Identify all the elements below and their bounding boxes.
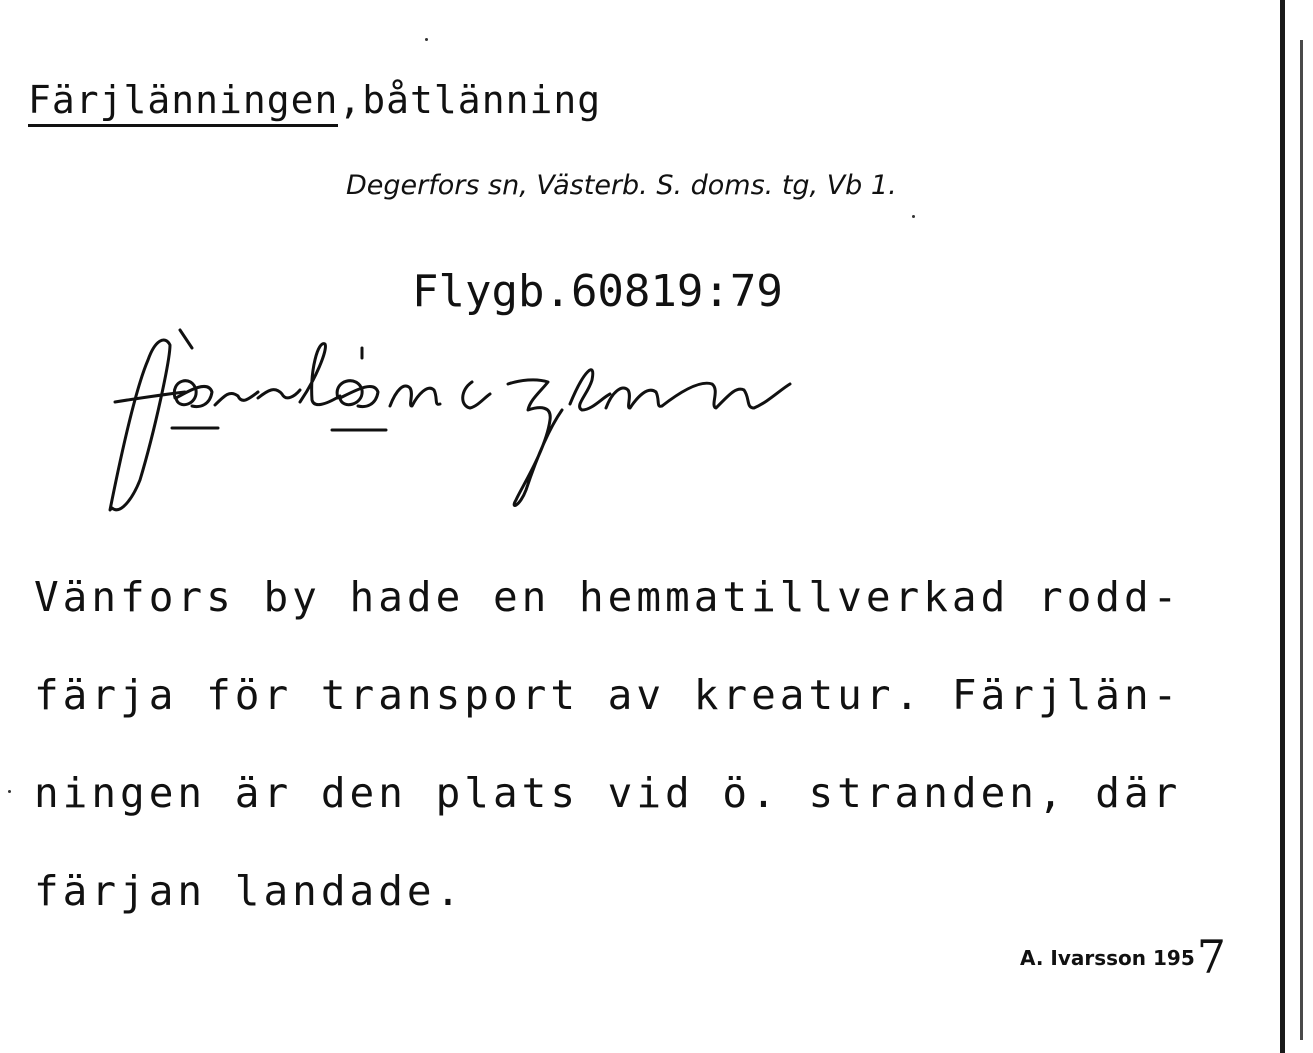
headword: Färjlänningen xyxy=(28,78,338,127)
body-line: färja för transport av kreatur. Färjlän- xyxy=(34,671,1182,719)
signature xyxy=(1020,922,1227,984)
source-reference: Flygb.60819:79 xyxy=(412,266,783,317)
handwritten-phonetic-form xyxy=(100,310,860,520)
speck xyxy=(912,215,915,218)
card-edge-border xyxy=(1280,0,1285,1053)
speck xyxy=(8,790,11,793)
signature-name: A. Ivarsson 195 xyxy=(1020,946,1195,970)
signature-year-digit: 7 xyxy=(1196,930,1227,984)
body-line: Vänfors by hade en hemmatillverkad rodd- xyxy=(34,573,1182,621)
body-line: ningen är den plats vid ö. stranden, där xyxy=(34,769,1182,817)
location-stamp: Degerfors sn, Västerb. S. doms. tg, Vb 1. xyxy=(346,170,897,201)
body-line: färjan landade. xyxy=(34,867,465,915)
handwriting-drawing xyxy=(100,310,860,520)
card-body-text xyxy=(34,548,1254,940)
headword-line xyxy=(28,78,601,127)
headword-variant: ,båtlänning xyxy=(338,78,602,122)
card-edge-border-secondary xyxy=(1300,40,1303,1040)
speck xyxy=(425,38,428,41)
